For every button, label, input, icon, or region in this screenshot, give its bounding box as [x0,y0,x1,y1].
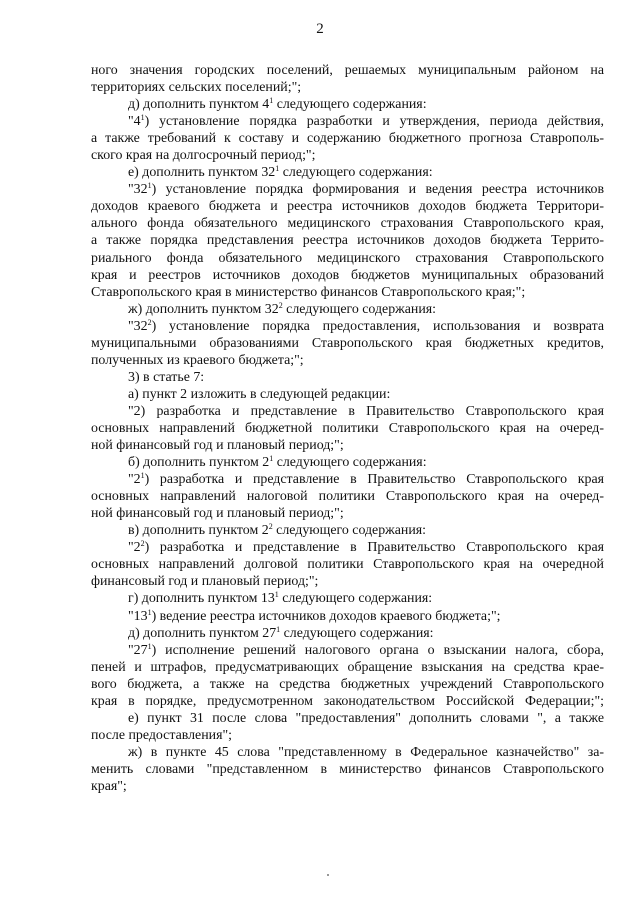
text-line [91,284,604,301]
text-line-main: основных направлений долговой политики Ставропольского края на очередной [91,557,604,573]
superscript-index: 1 [140,113,145,123]
superscript-index: 1 [276,624,281,634]
text-line-main: ж) в пункте 45 слова "представленному в Федеральное казначейство" за- [128,744,604,760]
superscript-index: 1 [147,607,152,617]
superscript-index: 2 [278,300,283,310]
superscript-index: 1 [269,454,274,464]
text-line-main: "4 [128,114,141,130]
text-line-continuation: ) ведение реестра источников доходов краевого бюджета;"; [151,608,501,624]
text-line-main: а) пункт 2 изложить в следующей редакции: [128,386,391,402]
text-line-main: е) пункт 31 после слова "предоставления" дополнить словами ", а также [128,710,604,726]
text-line-main: "32 [128,318,148,334]
text-line [91,522,604,539]
text-line [91,352,604,369]
text-line-main: д) дополнить пунктом 27 [128,625,277,641]
text-line-continuation: следующего содержания: [273,455,427,471]
text-line-main: основных направлений налоговой политики Ставропольского края на очеред- [91,489,604,505]
superscript-index: 2 [268,522,273,532]
text-line-continuation: ) разработка и представление в Правительство Ставропольского края [144,540,604,556]
text-line-main: ного значения городских поселений, решаемых муниципальным районом на [91,63,604,78]
text-line-main: ского края на долгосрочный период;"; [91,148,316,164]
page-number: 2 [316,21,324,37]
text-line [91,778,604,795]
text-line-continuation: следующего содержания: [278,591,433,607]
text-line-continuation: ) разработка и представление в Правительство Ставропольского края [144,472,604,488]
text-line-main: д) дополнить пунктом 4 [128,97,270,113]
text-line-main: края и реестров источников доходов бюджетов муниципальных образований [91,267,604,283]
text-line-main: б) дополнить пунктом 2 [128,455,270,471]
text-line [91,113,604,130]
superscript-index: 1 [147,181,152,191]
text-line-main: полученных из краевого бюджета;"; [91,352,304,368]
text-line [91,369,604,386]
text-line [91,659,604,676]
text-line-main: риального фонда обязательного медицинского страхования Ставропольского [91,250,604,266]
text-line [91,62,604,79]
superscript-index: 1 [140,471,145,481]
text-line [91,301,604,318]
text-line-main: территориях сельских поселений;"; [91,80,302,96]
text-line-continuation: ) исполнение решений налогового органа о взыскании налога, сбора, [151,642,604,658]
superscript-index: 2 [147,317,152,327]
text-line-main: ной финансовый год и плановый период;"; [91,438,344,454]
text-line-main: "2 [128,540,141,556]
text-line-main: ной финансовый год и плановый период;"; [91,506,344,522]
text-line-main: а также порядка представления реестра источников доходов бюджета Террито- [91,233,604,249]
text-line-main: "27 [128,642,148,658]
text-line [91,147,604,164]
text-line [91,198,604,215]
text-line-continuation: следующего содержания: [280,625,434,641]
text-line [91,761,604,778]
text-line-main: е) дополнить пунктом 32 [128,165,276,181]
text-line-main: менить словами "представленном в министерство финансов Ставропольского [91,761,604,777]
text-line-main: в) дополнить пунктом 2 [128,523,269,539]
text-line-main: основных направлений бюджетной политики Ставропольского края на очеред- [91,420,604,436]
text-line-continuation: следующего содержания: [272,523,427,539]
text-line [91,556,604,573]
text-line [91,744,604,761]
text-line-main: вого бюджета, а также на средства бюджетных учреждений Ставропольского [91,676,604,692]
text-line [91,642,604,659]
superscript-index: 1 [275,164,280,174]
text-line [91,318,604,335]
text-line-continuation: ) установление порядка формирования и ведения реестра источников [151,182,604,198]
text-line-main: Ставропольского края в министерство финансов Ставропольского края;"; [91,284,526,300]
text-line-main: финансовый год и плановый период;"; [91,574,319,590]
superscript-index: 1 [269,96,274,106]
text-line-main: края"; [91,778,127,794]
superscript-index: 1 [147,641,152,651]
text-line [91,539,604,556]
text-line-main: края в порядке, предусмотренном законодательством Российской Федерации;"; [91,693,604,709]
text-line [91,727,604,744]
text-line-continuation: следующего содержания: [273,97,427,113]
superscript-index: 2 [140,539,145,549]
text-line-main: ального фонда обязательного медицинского страхования Ставропольского края, [91,216,604,232]
text-line [91,488,604,505]
text-line-main: г) дополнить пунктом 13 [128,591,275,607]
text-line [91,693,604,710]
text-line [91,232,604,249]
text-line-main: а также требований к составу и содержанию бюджетного прогноза Ставрополь- [91,131,604,147]
text-line [91,96,604,113]
text-line [91,215,604,232]
text-line [91,267,604,284]
text-line [91,164,604,181]
text-line [91,590,604,607]
text-line-main: "2) разработка и представление в Правительство Ставропольского края [128,403,604,419]
text-line-main: доходов краевого бюджета и реестра источников доходов бюджета Территори- [91,199,604,215]
text-line-continuation: ) установление порядка разработки и утверждения, периода действия, [144,114,604,130]
document-body [91,62,604,795]
text-line-continuation: ) установление порядка предоставления, использования и возврата [151,318,604,334]
text-line-continuation: следующего содержания: [279,165,433,181]
text-line-main: муниципальными образованиями Ставропольского края бюджетных кредитов, [91,335,604,351]
text-line [91,130,604,147]
text-line [91,608,604,625]
text-line [91,573,604,590]
text-line [91,625,604,642]
text-line-main: "2 [128,472,141,488]
text-line-main: 3) в статье 7: [128,369,205,385]
text-line [91,181,604,198]
text-line [91,710,604,727]
text-line [91,386,604,403]
text-line [91,454,604,471]
text-line [91,420,604,437]
text-line-main: ж) дополнить пунктом 32 [128,301,279,317]
scan-artifact-dot [327,874,329,876]
text-line [91,335,604,352]
text-line-continuation: следующего содержания: [282,301,437,317]
text-line [91,676,604,693]
text-line-main: "32 [128,182,148,198]
text-line [91,403,604,420]
text-line [91,79,604,96]
text-line-main: после предоставления"; [91,727,233,743]
text-line-main: пеней и штрафов, предусматривающих обращение взыскания на средства крае- [91,659,604,675]
superscript-index: 1 [274,590,279,600]
text-line [91,505,604,522]
text-line [91,437,604,454]
text-line [91,471,604,488]
text-line [91,250,604,267]
text-line-main: "13 [128,608,148,624]
